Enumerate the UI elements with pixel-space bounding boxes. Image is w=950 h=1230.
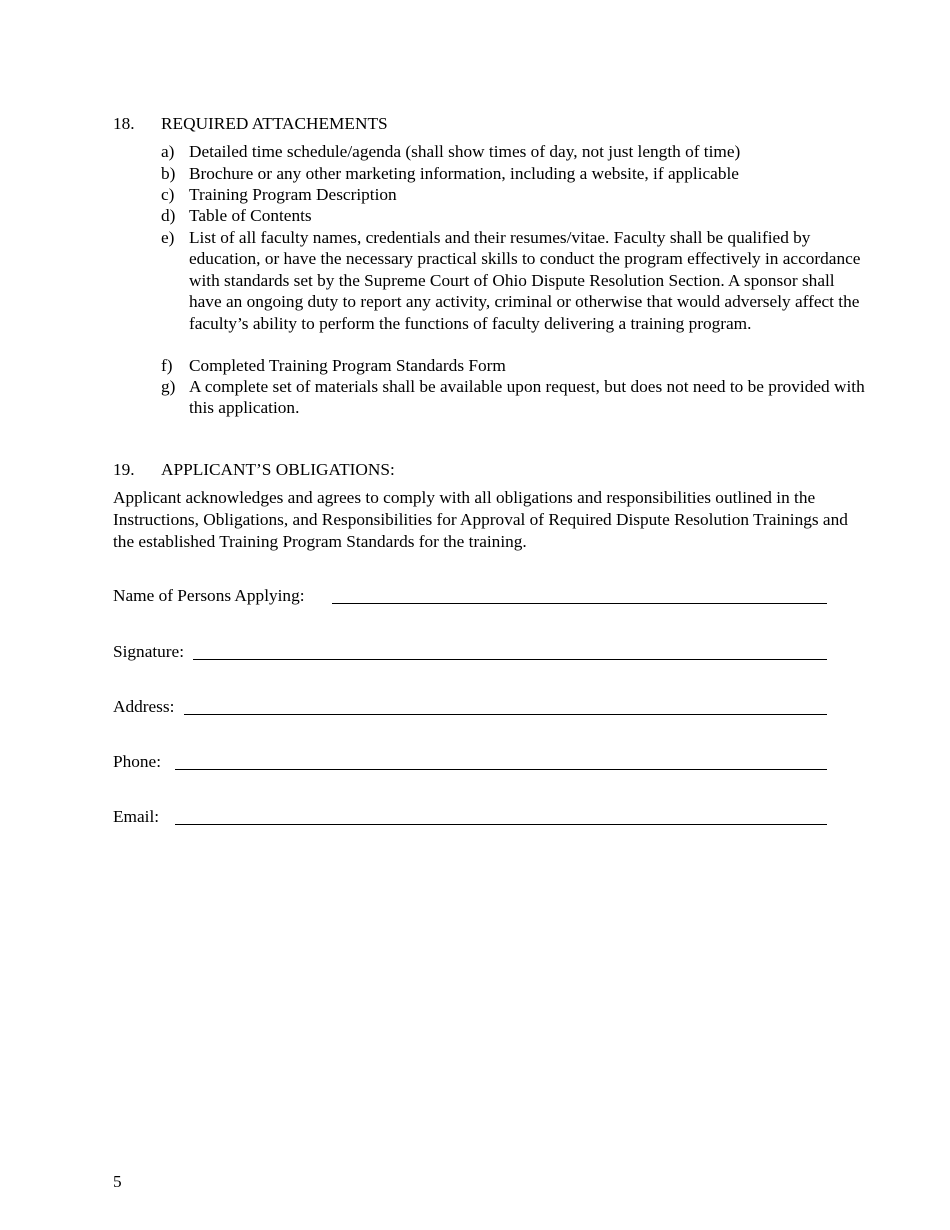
- section-19-title: APPLICANT’S OBLIGATIONS:: [161, 460, 395, 479]
- page-number: 5: [113, 1172, 122, 1191]
- item-text: Completed Training Program Standards Form: [189, 356, 506, 375]
- item-letter: e): [161, 228, 175, 247]
- phone-label: Phone:: [113, 752, 162, 771]
- item-letter: c): [161, 185, 175, 204]
- obligations-paragraph: Applicant acknowledges and agrees to comply with all obligations and responsibilities outlined in the Instructions, Obligations, and Responsibilities for Approval of Required Dispute Resolution Trainings and the established Training Program Standards for the training.: [113, 488, 848, 551]
- item-text: Training Program Description: [189, 185, 397, 204]
- signature-input-line[interactable]: [193, 659, 827, 660]
- item-letter: f): [161, 356, 173, 375]
- section-18-title: REQUIRED ATTACHEMENTS: [161, 114, 388, 133]
- item-letter: d): [161, 206, 176, 225]
- signature-label: Signature:: [113, 642, 185, 661]
- item-letter: a): [161, 142, 175, 161]
- section-19-number: 19.: [113, 460, 135, 479]
- item-text: A complete set of materials shall be available upon request, but does not need to be provided with this application.: [189, 377, 865, 418]
- section-18-number: 18.: [113, 114, 135, 133]
- name-of-persons-input-line[interactable]: [332, 603, 827, 604]
- phone-input-line[interactable]: [175, 769, 827, 770]
- item-text: Table of Contents: [189, 206, 312, 225]
- item-letter: g): [161, 377, 176, 396]
- email-label: Email:: [113, 807, 160, 826]
- item-text: Detailed time schedule/agenda (shall show times of day, not just length of time): [189, 142, 741, 161]
- address-input-line[interactable]: [184, 714, 827, 715]
- email-input-line[interactable]: [175, 824, 827, 825]
- item-text: List of all faculty names, credentials and their resumes/vitae. Faculty shall be qualified by education, or have the necessary practical skills to conduct the program effectively in accordance with standards set by the Supreme Court of Ohio Dispute Resolution Section. A sponsor shall have an ongoing duty to report any activity, criminal or otherwise that would adversely affect the faculty’s ability to perform the functions of faculty delivering a training program.: [189, 228, 861, 333]
- item-letter: b): [161, 164, 176, 183]
- address-label: Address:: [113, 697, 175, 716]
- item-text: Brochure or any other marketing information, including a website, if applicable: [189, 164, 739, 183]
- name-of-persons-label: Name of Persons Applying:: [113, 586, 305, 605]
